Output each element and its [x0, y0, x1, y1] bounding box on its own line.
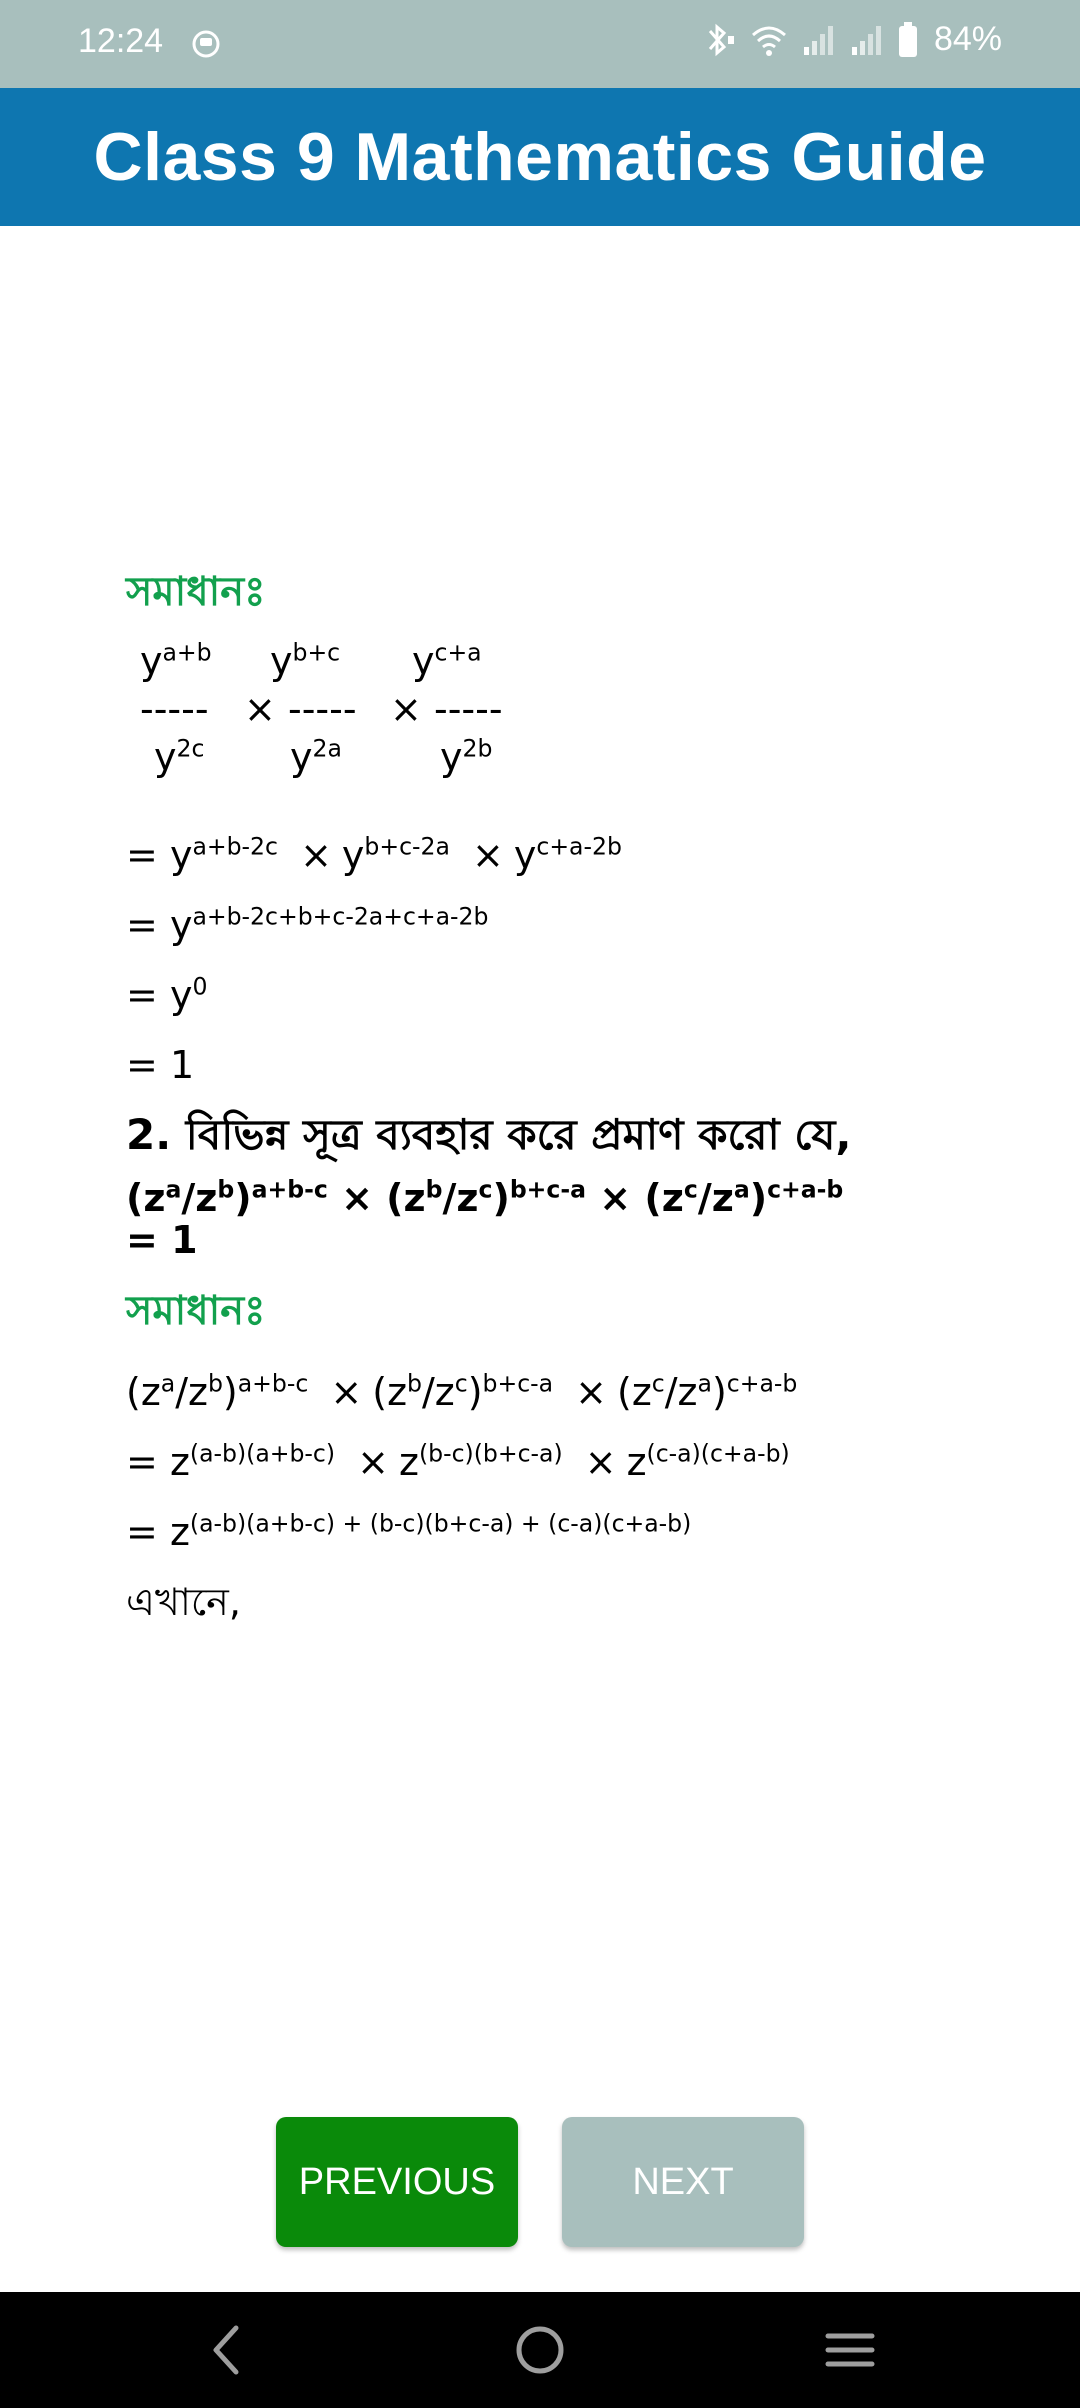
status-bar	[0, 0, 1080, 88]
solution-heading: সমাধানঃ	[126, 1288, 266, 1334]
next-button[interactable]: NEXT	[562, 2117, 804, 2247]
signal-icon	[850, 23, 884, 57]
app-bar	[0, 88, 1080, 226]
wifi-icon	[750, 23, 788, 57]
navigation-bar	[0, 2292, 1080, 2408]
question-formula: $(z^a/z^b)^{a+b-c} \times (z^b/z^c)^{b+c-a} \times (z^c/z^a)^{c+a-b}$ = 1	[126, 1175, 844, 1262]
numerator: $y^{a+b}$	[140, 638, 212, 683]
back-icon[interactable]	[206, 2322, 246, 2378]
math-step: = 1	[126, 1043, 195, 1087]
fraction-bar: -----	[288, 687, 357, 731]
previous-button[interactable]: PREVIOUS	[276, 2117, 518, 2247]
fraction-bar: -----	[140, 687, 209, 731]
math-step: = $z^{(a-b)(a+b-c)} \times z^{(b-c)(b+c-a)} \times z^{(c-a)(c+a-b)}$	[126, 1439, 790, 1484]
app-title: Class 9 Mathematics Guide	[93, 119, 987, 195]
status-time: 12:24	[78, 22, 164, 60]
recents-icon[interactable]	[824, 2322, 876, 2378]
numerator: $y^{c+a}$	[412, 638, 482, 683]
denominator: $y^{2c}$	[154, 734, 205, 779]
math-step: = $y^{a+b-2c+b+c-2a+c+a-2b}$	[126, 902, 489, 947]
signal-icon	[802, 23, 836, 57]
status-icons	[702, 20, 1002, 59]
battery-percent: 84%	[933, 20, 1002, 58]
times-sign: ×	[244, 687, 276, 731]
home-icon[interactable]	[514, 2322, 566, 2378]
numerator: $y^{b+c}$	[270, 638, 341, 683]
fraction-bar: -----	[434, 687, 503, 731]
fraction-expression	[126, 639, 986, 809]
math-step: = $y^0$	[126, 972, 208, 1017]
question-text: 2. বিভিন্ন সূত্র ব্যবহার করে প্রমাণ করো যে,	[126, 1110, 852, 1159]
bluetooth-icon	[702, 22, 736, 58]
notification-icon	[190, 28, 222, 60]
solution-heading: সমাধানঃ	[126, 569, 266, 615]
content-area	[126, 560, 986, 1626]
math-step: = $z^{(a-b)(a+b-c) + (b-c)(b+c-a) + (c-a)(c+a-b)}$	[126, 1509, 692, 1554]
denominator: $y^{2a}$	[290, 734, 342, 779]
math-step: $(z^a/z^b)^{a+b-c} \times (z^b/z^c)^{b+c-a} \times (z^c/z^a)^{c+a-b}$	[126, 1369, 798, 1414]
here-text: এখানে,	[126, 1580, 241, 1624]
battery-icon	[898, 22, 918, 58]
times-sign: ×	[390, 687, 422, 731]
denominator: $y^{2b}$	[440, 734, 493, 779]
math-step: = $y^{a+b-2c} \times y^{b+c-2a} \times y^{c+a-2b}$	[126, 832, 622, 877]
